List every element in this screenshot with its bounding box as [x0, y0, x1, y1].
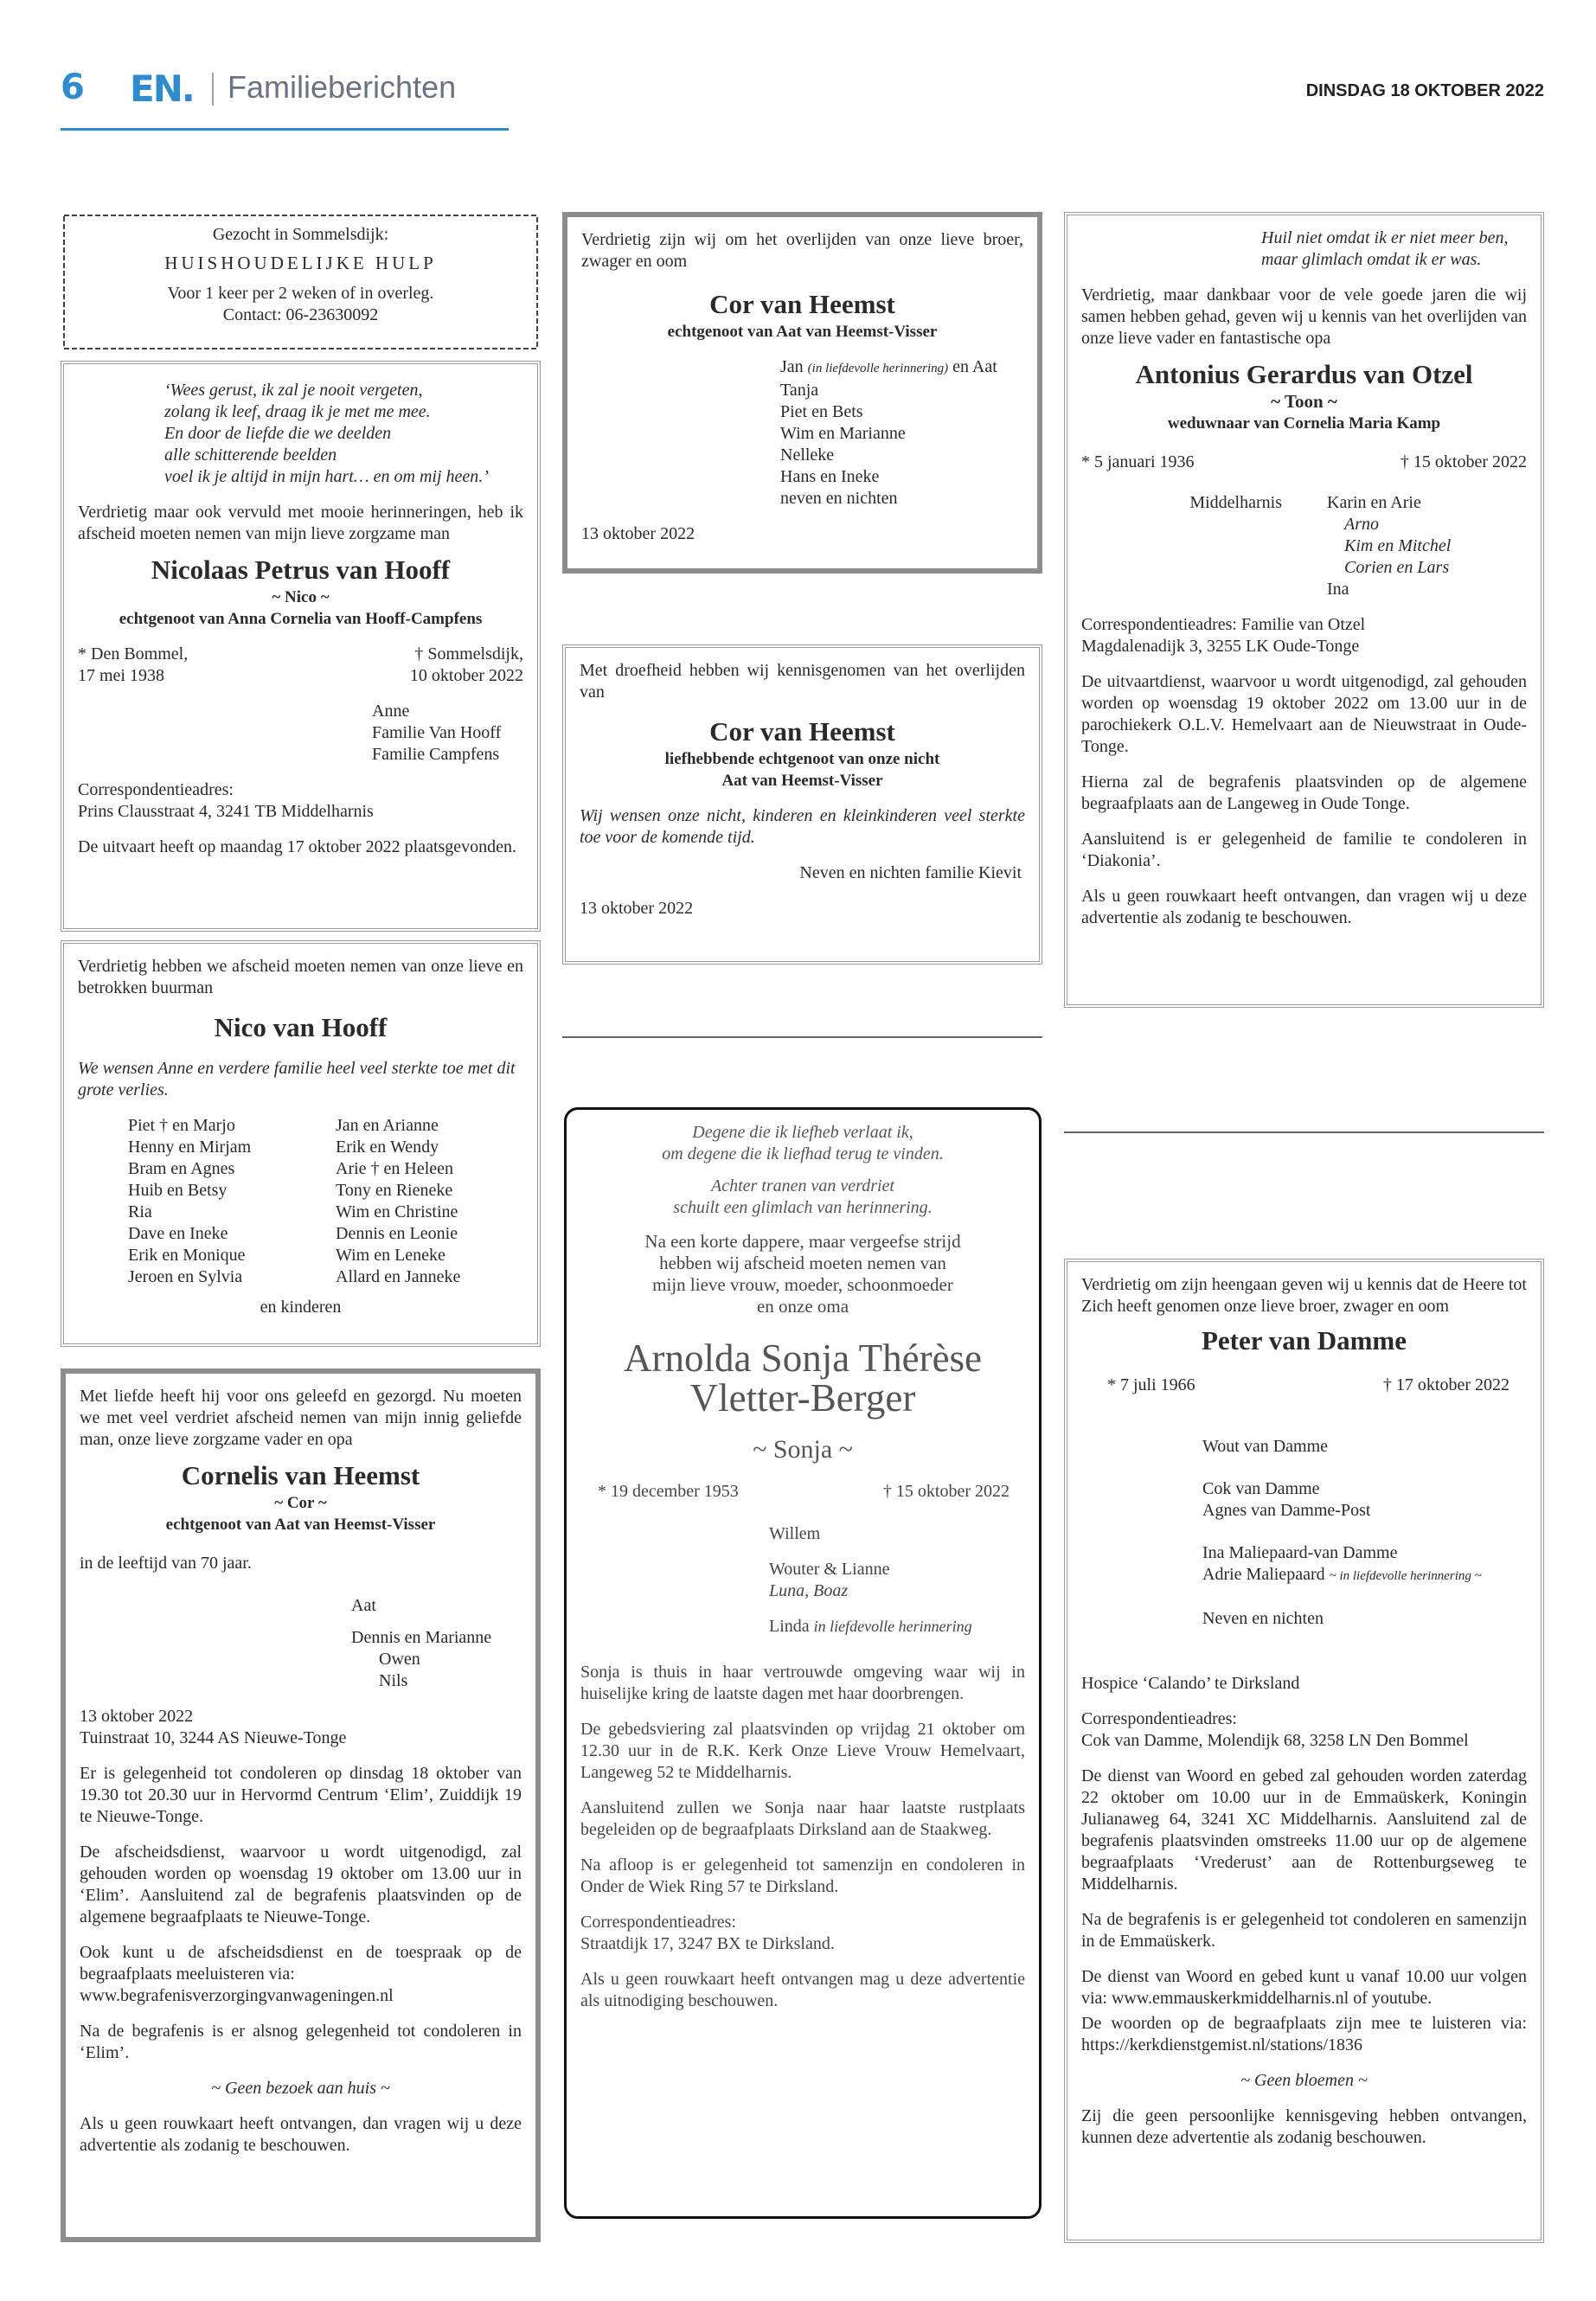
deceased-name: Cor van Heemst	[709, 289, 895, 319]
separator-line	[1064, 1131, 1544, 1133]
date: 13 oktober 2022	[580, 899, 694, 918]
paragraph: De afscheidsdienst, waarvoor u wordt uitgenodigd, zal gehouden worden op woensdag 19 oktober om 13.00 uur in ‘Elim’. Aansluitend zal de begrafenis plaatsvinden op de algemene begraafplaats te Nieuwe-Tonge.	[80, 1843, 522, 1926]
correspondence: Correspondentieadres: Familie van Otzel	[1081, 615, 1366, 634]
website-link[interactable]: www.begrafenisverzorgingvanwageningen.nl	[80, 1986, 394, 2005]
paragraph: De gebedsviering zal plaatsvinden op vrijdag 21 oktober om 12.30 uur in de R.K. Kerk Onze Lieve Vrouw Hemelvaart, Langeweg 52 te Middelharnis.	[580, 1720, 1025, 1782]
neighbours-list: Piet † en Marjo Henny en Mirjam Bram en Agnes Huib en Betsy Ria Dave en Ineke Erik en Monique Jeroen en Sylvia Jan en Arianne Erik en Wendy Arie † en Heleen Tony en Rieneke Wim en Christine Dennis en Leonie Wim en Leneke Allard en Janneke	[128, 1116, 461, 1286]
ad-line: Gezocht in Sommelsdijk:	[212, 225, 389, 244]
paragraph: Na de begrafenis is er alsnog gelegenheid tot condoleren in ‘Elim’.	[80, 2022, 522, 2062]
paragraph: Aansluitend is er gelegenheid de familie te condoleren in ‘Diakonia’.	[1081, 830, 1527, 870]
family-list: Aat Dennis en Marianne Owen Nils	[351, 1596, 492, 1690]
family-list: Willem Wouter & Lianne Luna, Boaz Linda in liefdevolle herinnering	[769, 1524, 972, 1636]
paragraph: Na afloop is er gelegenheid tot samenzijn en condoleren in Onder de Wiek Ring 57 te Dirksland.	[580, 1856, 1025, 1896]
wish-text: We wensen Anne en verdere familie heel veel sterkte toe met dit grote verlies.	[78, 1059, 516, 1099]
family-list: Jan (in liefdevolle herinnering) en Aat Tanja Piet en Bets Wim en Marianne Nelleke Hans en Ineke neven en nichten	[780, 357, 997, 508]
date: 13 oktober 2022	[80, 1707, 194, 1726]
relation: liefhebbende echtgenoot van onze nicht	[664, 750, 940, 768]
intro-text: Na een korte dappere, maar vergeefse strijd hebben wij afscheid moeten nemen van mijn lieve vrouw, moeder, schoonmoeder en onze oma	[644, 1231, 961, 1317]
paragraph: De dienst van Woord en gebed kunt u vanaf 10.00 uur volgen via: www.emmauskerkmiddelharnis.nl of youtube.	[1081, 1967, 1527, 2008]
dates: * 7 juli 1966 † 17 oktober 2022	[1107, 1375, 1509, 1394]
intro-text: Verdrietig maar ook vervuld met mooie herinneringen, heb ik afscheid moeten nemen van mijn lieve zorgzame man	[78, 503, 523, 543]
paragraph: Sonja is thuis in haar vertrouwde omgeving waar wij in huiselijke kring de laatste dagen met haar doorbrengen.	[580, 1663, 1025, 1703]
paragraph: Zij die geen persoonlijke kennisgeving hebben ontvangen, kunnen deze advertentie als zodanig beschouwen.	[1081, 2106, 1527, 2147]
intro-text: Met liefde heeft hij voor ons geleefd en gezorgd. Nu moeten we met veel verdriet afscheid nemen van mijn innig geliefde man, onze lieve zorgzame vader en opa	[80, 1387, 522, 1449]
no-flowers-note: ~ Geen bloemen ~	[1240, 2071, 1368, 2090]
notice-cor-van-heemst-broer	[562, 212, 1042, 574]
paragraph: Na de begrafenis is er gelegenheid tot condoleren en samenzijn in de Emmaüskerk.	[1081, 1910, 1527, 1951]
poem: ‘Wees gerust, ik zal je nooit vergeten, zolang ik leef, draag ik je met me mee. En door de liefde die we deelden alle schitterende beelden voel ik je altijd in mijn hart… en om mij heen.’	[164, 381, 489, 486]
notice-peter-van-damme	[1064, 1259, 1544, 2243]
relation: Aat van Heemst-Visser	[721, 772, 883, 790]
family-list: Middelharnis Karin en Arie Arno Kim en Mitchel Corien en Lars Ina	[1189, 493, 1452, 599]
deceased-name: Nicolaas Petrus van Hooff	[151, 554, 451, 585]
notice-cornelis-van-heemst	[61, 1368, 541, 2242]
nickname: ~ Toon ~	[1271, 391, 1337, 412]
closing: en kinderen	[260, 1298, 342, 1317]
separator-line	[562, 1036, 1042, 1038]
date: 13 oktober 2022	[581, 524, 695, 543]
signature: Neven en nichten familie Kievit	[799, 863, 1022, 882]
ad-huishoudelijke-hulp	[64, 215, 537, 349]
correspondence-label: Correspondentieadres:	[78, 780, 234, 799]
paragraph: Als u geen rouwkaart heeft ontvangen mag u deze advertentie als uitnodiging beschouwen.	[580, 1970, 1025, 2010]
deceased-name: Antonius Gerardus van Otzel	[1135, 359, 1473, 389]
notice-arnolda-vletter-berger	[564, 1107, 1042, 2219]
issue-date: DINSDAG 18 OKTOBER 2022	[1305, 81, 1544, 100]
hospice: Hospice ‘Calando’ te Dirksland	[1081, 1674, 1300, 1693]
dates: * 19 december 1953 † 15 oktober 2022	[598, 1482, 1010, 1501]
deceased-name: Nico van Hooff	[214, 1012, 388, 1042]
no-visit-note: ~ Geen bezoek aan huis ~	[211, 2079, 390, 2098]
correspondence-address: Cok van Damme, Molendijk 68, 3258 LN Den Bommel	[1081, 1731, 1469, 1750]
spouse: weduwnaar van Cornelia Maria Kamp	[1167, 414, 1441, 433]
correspondence-address: Magdalenadijk 3, 3255 LK Oude-Tonge	[1081, 637, 1360, 656]
intro-text: Verdrietig hebben we afscheid moeten nemen van onze lieve en betrokken buurman	[78, 957, 523, 997]
paragraph: Er is gelegenheid tot condoleren op dinsdag 18 oktober van 19.30 tot 20.30 uur in Hervormd Centrum ‘Elim’, Zuiddijk 19 te Nieuwe-Tonge.	[80, 1764, 522, 1826]
dates: * 5 januari 1936 † 15 oktober 2022	[1081, 452, 1527, 471]
paragraph: De woorden op de begraafplaats zijn mee te luisteren via: https://kerkdienstgemist.nl/stations/1836	[1081, 2014, 1527, 2054]
paragraph: Aansluitend zullen we Sonja naar haar laatste rustplaats begeleiden op de begraafplaats Dirksland aan de Staakweg.	[580, 1798, 1025, 1839]
paragraph: Ook kunt u de afscheidsdienst en de toespraak op de begraafplaats meeluisteren via:	[80, 1943, 522, 1984]
poem: Achter tranen van verdriet schuilt een glimlach van herinnering.	[673, 1176, 933, 1217]
notice-cor-van-heemst-kievit	[562, 644, 1042, 965]
wish-text: Wij wensen onze nicht, kinderen en kleinkinderen veel sterkte toe voor de komende tijd.	[580, 806, 1025, 847]
nickname: ~ Nico ~	[272, 588, 330, 606]
intro-text: Verdrietig zijn wij om het overlijden van onze lieve broer, zwager en oom	[581, 230, 1023, 271]
paragraph: Als u geen rouwkaart heeft ontvangen, dan vragen wij u deze advertentie als zodanig te beschouwen.	[80, 2114, 522, 2155]
poem: Huil niet omdat ik er niet meer ben, maar glimlach omdat ik er was.	[1261, 228, 1509, 269]
spouse: echtgenoot van Aat van Heemst-Visser	[165, 1516, 436, 1534]
nickname: ~ Sonja ~	[753, 1435, 853, 1464]
notice-antonius-van-otzel	[1064, 212, 1544, 1008]
ad-contact: Contact: 06-23630092	[222, 305, 379, 324]
address: Tuinstraat 10, 3244 AS Nieuwe-Tonge	[80, 1728, 347, 1747]
intro-text: Verdrietig om zijn heengaan geven wij u kennis dat de Heere tot Zich heeft genomen onze lieve broer, zwager en oom	[1081, 1275, 1527, 1316]
section-title: Familieberichten	[228, 69, 457, 105]
paragraph: Hierna zal de begrafenis plaatsvinden op de algemene begraafplaats aan de Langeweg in Oude Tonge.	[1081, 772, 1527, 813]
funeral-note: De uitvaart heeft op maandag 17 oktober 2022 plaatsgevonden.	[78, 837, 517, 856]
spouse: echtgenoot van Anna Cornelia van Hooff-Campfens	[119, 610, 483, 628]
age: in de leeftijd van 70 jaar.	[80, 1554, 252, 1573]
notice-nicolaas-van-hooff	[61, 361, 541, 932]
ad-title: HUISHOUDELIJKE HULP	[164, 253, 437, 273]
header-rule	[61, 128, 509, 131]
paragraph: De uitvaartdienst, waarvoor u wordt uitgenodigd, zal gehouden worden op woensdag 19 oktober 2022 om 13.00 uur in de parochiekerk O.L.V. Hemelvaart aan de Nieuwstraat in Oude-Tonge.	[1081, 672, 1527, 756]
paragraph: De dienst van Woord en gebed zal gehouden worden zaterdag 22 oktober om 10.00 uur in de Emmaüskerk, Koningin Julianaweg 64, 3241 XC Middelharnis. Aansluitend zal de begrafenis plaatsvinden omstreeks 11.00 uur op de algemene begraafplaats ‘Vrederust’ aan de Rottenburgseweg te Middelharnis.	[1081, 1766, 1527, 1894]
correspondence-label: Correspondentieadres:	[580, 1913, 736, 1932]
page-number: 6	[61, 67, 85, 107]
intro-text: Met droefheid hebben wij kennisgenomen van het overlijden van	[580, 661, 1025, 702]
header-divider	[212, 73, 214, 106]
correspondence-address: Straatdijk 17, 3247 BX te Dirksland.	[580, 1934, 835, 1953]
deceased-name: Peter van Damme	[1201, 1325, 1407, 1356]
spouse: echtgenoot van Aat van Heemst-Visser	[667, 323, 938, 341]
deceased-name: Arnolda Sonja Thérèse Vletter-Berger	[623, 1336, 983, 1420]
ad-line: Voor 1 keer per 2 weken of in overleg.	[167, 284, 434, 303]
deceased-name: Cornelis van Heemst	[181, 1460, 420, 1490]
newspaper-logo: EN.	[130, 67, 194, 110]
notice-nico-van-hooff-buurman	[61, 940, 541, 1347]
family-list: Anne Familie Van Hooff Familie Campfens	[372, 702, 502, 764]
dates: * Den Bommel, 17 mei 1938 † Sommelsdijk, 10 oktober 2022	[78, 644, 523, 685]
nickname: ~ Cor ~	[274, 1494, 327, 1512]
poem: Degene die ik liefheb verlaat ik, om degene die ik liefhad terug te vinden.	[662, 1123, 944, 1163]
intro-text: Verdrietig, maar dankbaar voor de vele goede jaren die wij samen hebben gehad, geven wij u kennis van het overlijden van onze lieve vader en fantastische opa	[1081, 285, 1527, 348]
deceased-name: Cor van Heemst	[709, 716, 895, 747]
correspondence-label: Correspondentieadres:	[1081, 1709, 1237, 1728]
paragraph: Als u geen rouwkaart heeft ontvangen, dan vragen wij u deze advertentie als zodanig te beschouwen.	[1081, 887, 1527, 927]
family-list: Wout van Damme Cok van Damme Agnes van Damme-Post Ina Maliepaard-van Damme Adrie Maliepaard ~ in liefdevolle herinnering ~ Neven en nichten	[1202, 1437, 1482, 1628]
correspondence-address: Prins Clausstraat 4, 3241 TB Middelharnis	[78, 802, 374, 821]
